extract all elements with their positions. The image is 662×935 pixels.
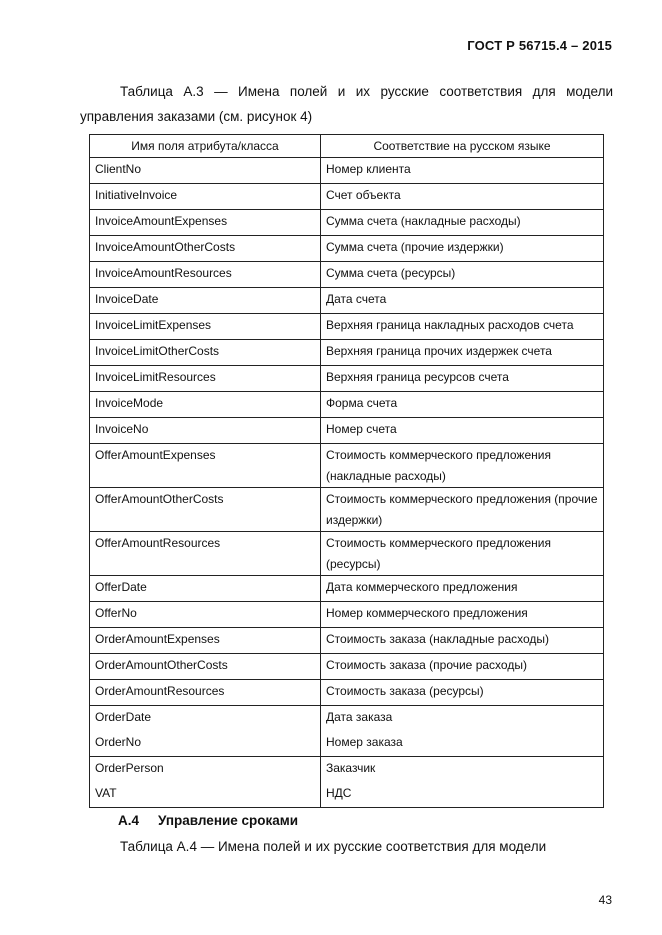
- table-row: [90, 236, 604, 262]
- table-row: [90, 680, 604, 706]
- russian-name-cell: Верхняя граница ресурсов счета: [321, 366, 604, 392]
- field-name-cell: InvoiceDate: [90, 288, 321, 314]
- field-name-cell: OrderNo: [90, 731, 321, 757]
- field-names-table: [89, 134, 604, 808]
- field-name-cell: InvoiceLimitResources: [90, 366, 321, 392]
- field-name-cell: OfferAmountOtherCosts: [90, 488, 321, 532]
- field-name-cell: OfferAmountExpenses: [90, 444, 321, 488]
- russian-name-cell: Заказчик: [321, 757, 604, 783]
- russian-name-cell: Стоимость коммерческого предложения (ресурсы): [321, 532, 604, 576]
- table-row: [90, 262, 604, 288]
- column-header-field-name: Имя поля атрибута/класса: [90, 135, 321, 158]
- russian-name-cell: Дата счета: [321, 288, 604, 314]
- table-row: [90, 288, 604, 314]
- russian-name-cell: Сумма счета (накладные расходы): [321, 210, 604, 236]
- field-name-cell: OrderAmountResources: [90, 680, 321, 706]
- field-name-cell: OrderAmountExpenses: [90, 628, 321, 654]
- russian-name-cell: Сумма счета (прочие издержки): [321, 236, 604, 262]
- table-row: [90, 576, 604, 602]
- field-name-cell: InvoiceLimitOtherCosts: [90, 340, 321, 366]
- field-name-cell: InvoiceAmountExpenses: [90, 210, 321, 236]
- next-table-caption-text: Таблица А.4 — Имена полей и их русские соответствия для модели: [120, 839, 547, 854]
- field-name-cell: InvoiceAmountOtherCosts: [90, 236, 321, 262]
- field-name-cell: OfferAmountResources: [90, 532, 321, 576]
- table-row: [90, 184, 604, 210]
- section-heading: [118, 813, 298, 828]
- russian-name-cell: Сумма счета (ресурсы): [321, 262, 604, 288]
- table-row: [90, 418, 604, 444]
- russian-name-cell: Номер клиента: [321, 158, 604, 184]
- table-caption-text: Таблица А.3 — Имена полей и их русские соответствия для модели управления заказами (см. рисунок 4): [80, 84, 613, 124]
- table-row: [90, 602, 604, 628]
- table-row: [90, 366, 604, 392]
- next-table-caption: [80, 834, 613, 859]
- field-name-cell: OrderDate: [90, 706, 321, 732]
- table-row: [90, 731, 604, 757]
- russian-name-cell: Верхняя граница прочих издержек счета: [321, 340, 604, 366]
- russian-name-cell: Номер коммерческого предложения: [321, 602, 604, 628]
- table-row: [90, 392, 604, 418]
- table-row: [90, 340, 604, 366]
- table-row: [90, 444, 604, 488]
- table-row: [90, 757, 604, 783]
- russian-name-cell: Номер счета: [321, 418, 604, 444]
- russian-name-cell: Счет объекта: [321, 184, 604, 210]
- document-header: ГОСТ Р 56715.4 – 2015: [467, 38, 612, 53]
- russian-name-cell: Номер заказа: [321, 731, 604, 757]
- field-name-cell: InvoiceMode: [90, 392, 321, 418]
- russian-name-cell: Дата заказа: [321, 706, 604, 732]
- russian-name-cell: Стоимость заказа (прочие расходы): [321, 654, 604, 680]
- field-name-cell: InitiativeInvoice: [90, 184, 321, 210]
- table-row: [90, 532, 604, 576]
- table-row: [90, 314, 604, 340]
- field-name-cell: ClientNo: [90, 158, 321, 184]
- table-body: [90, 158, 604, 808]
- field-name-cell: OrderPerson: [90, 757, 321, 783]
- table-caption: [80, 79, 613, 129]
- russian-name-cell: Стоимость коммерческого предложения (накладные расходы): [321, 444, 604, 488]
- field-name-cell: InvoiceLimitExpenses: [90, 314, 321, 340]
- section-title: Управление сроками: [158, 813, 299, 828]
- field-name-cell: VAT: [90, 782, 321, 808]
- table-row: [90, 488, 604, 532]
- russian-name-cell: Стоимость коммерческого предложения (прочие издержки): [321, 488, 604, 532]
- field-name-cell: OfferDate: [90, 576, 321, 602]
- russian-name-cell: НДС: [321, 782, 604, 808]
- russian-name-cell: Форма счета: [321, 392, 604, 418]
- russian-name-cell: Стоимость заказа (ресурсы): [321, 680, 604, 706]
- column-header-russian: Соответствие на русском языке: [321, 135, 604, 158]
- page-number: 43: [598, 893, 612, 907]
- table-header-row: [90, 135, 604, 158]
- field-name-cell: InvoiceNo: [90, 418, 321, 444]
- table-row: [90, 628, 604, 654]
- table-row: [90, 210, 604, 236]
- table-row: [90, 782, 604, 808]
- table-row: [90, 654, 604, 680]
- field-name-cell: OfferNo: [90, 602, 321, 628]
- table-row: [90, 706, 604, 732]
- russian-name-cell: Верхняя граница накладных расходов счета: [321, 314, 604, 340]
- russian-name-cell: Стоимость заказа (накладные расходы): [321, 628, 604, 654]
- table-row: [90, 158, 604, 184]
- section-number: А.4: [118, 813, 140, 828]
- russian-name-cell: Дата коммерческого предложения: [321, 576, 604, 602]
- field-name-cell: OrderAmountOtherCosts: [90, 654, 321, 680]
- field-name-cell: InvoiceAmountResources: [90, 262, 321, 288]
